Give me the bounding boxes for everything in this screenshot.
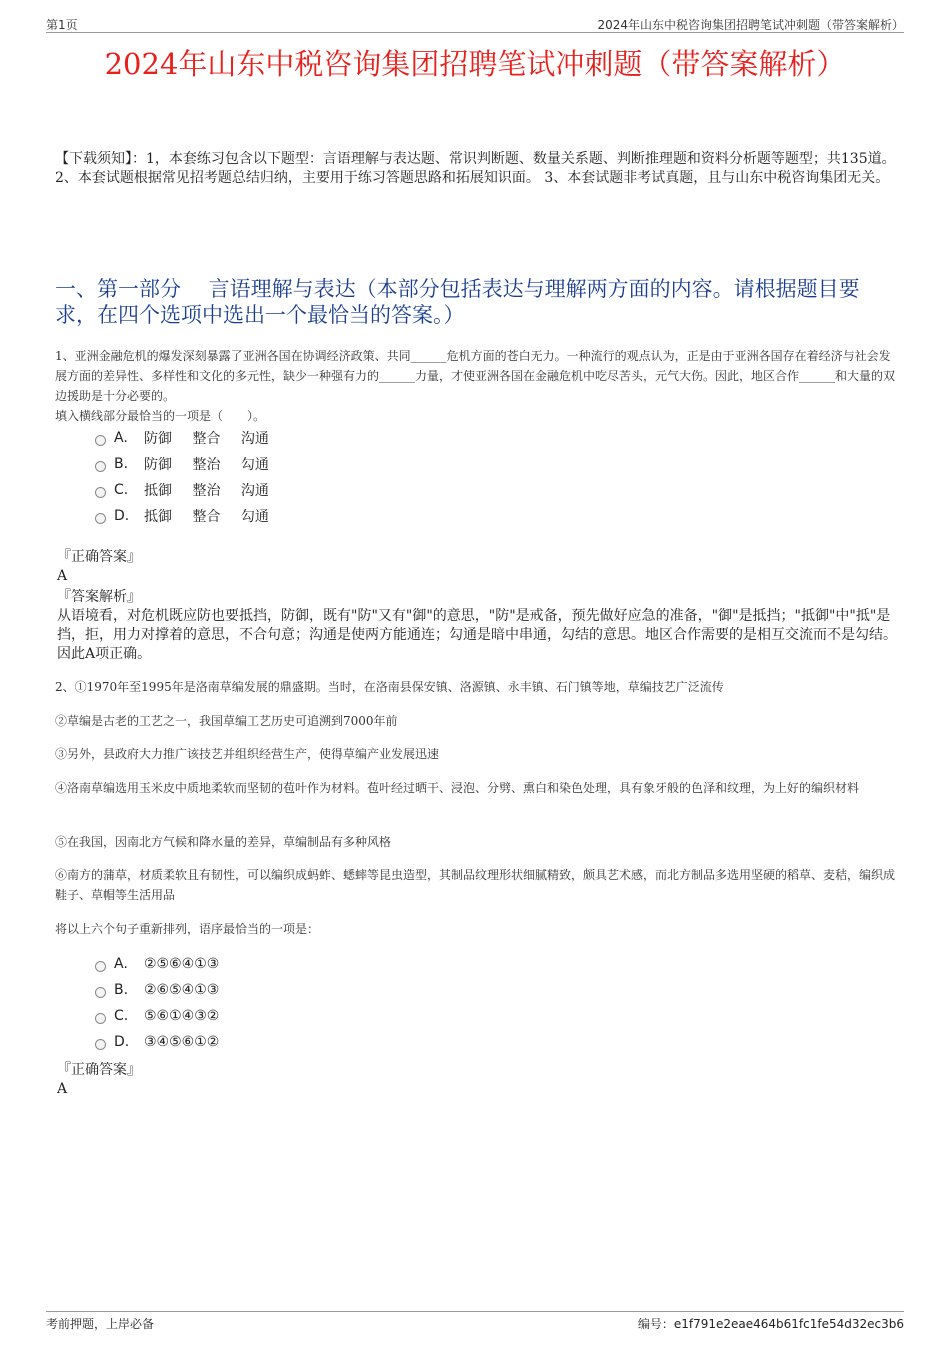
answer-label: 『正确答案』 [57, 1062, 141, 1078]
question-2-sentence-6: ⑥南方的蒲草，材质柔软且有韧性，可以编织成蚂蚱、蟋蟀等昆虫造型，其制品纹理形状细腻精致，颇具艺术感，而北方制品多选用坚硬的稻草、麦秸，编织成鞋子、草帽等生活用品 [55, 868, 896, 902]
question-1-options [95, 425, 269, 529]
radio-icon[interactable] [95, 435, 106, 446]
radio-icon[interactable] [95, 1013, 106, 1024]
answer-value: A [57, 568, 68, 584]
option-b[interactable]: B. 防御 整治 勾通 [95, 451, 269, 477]
question-2-sentence-4: ④洛南草编选用玉米皮中质地柔软而坚韧的苞叶作为材料。苞叶经过晒干、浸泡、分劈、熏白和染色处理，具有象牙般的色泽和纹理，为上好的编织材料 [55, 781, 860, 795]
radio-icon[interactable] [95, 513, 106, 524]
answer-value: A [57, 1081, 68, 1097]
page-footer [46, 1311, 904, 1332]
question-2-sentence-3: ③另外，县政府大力推广该技艺并组织经营生产，使得草编产业发展迅速 [55, 747, 440, 761]
option-c[interactable]: C. 抵御 整治 沟通 [95, 477, 269, 503]
question-1-text: 1、亚洲金融危机的爆发深刻暴露了亚洲各国在协调经济政策、共同______危机方面的苍白无力。一种流行的观点认为，正是由于亚洲各国存在着经济与社会发展方面的差异性、多样性和文化的多元性，缺少一种强有力的______力量，才使亚洲各国在金融危机中吃尽苦头，元气大伤。因此，地区合作______和大量的双边援助是十分必要的。 [55, 349, 896, 403]
download-notice: 【下载须知】：1，本套练习包含以下题型：言语理解与表达题、常识判断题、数量关系题、判断推理题和资料分析题等题型；共135道。 2、本套试题根据常见招考题总结归纳，主要用于练习答题思路和拓展知识面。 3、本套试题非考试真题，且与山东中税咨询集团无关。 [55, 151, 896, 186]
question-2-sentence-5: ⑤在我国，因南北方气候和降水量的差异，草编制品有多种风格 [55, 835, 392, 849]
answer-label: 『正确答案』 [57, 549, 141, 565]
option-d[interactable]: D. ③④⑤⑥①② [95, 1029, 219, 1055]
radio-icon[interactable] [95, 1039, 106, 1050]
option-c[interactable]: C. ⑤⑥①④③② [95, 1003, 219, 1029]
question-1-prompt: 填入横线部分最恰当的一项是（ ）。 [55, 409, 266, 423]
option-a[interactable]: A. ②⑤⑥④①③ [95, 951, 219, 977]
analysis-label: 『答案解析』 [57, 589, 141, 605]
page-number: 第1页 [46, 18, 78, 32]
radio-icon[interactable] [95, 987, 106, 998]
analysis-text: 从语境看，对危机既应防也要抵挡，防御，既有"防"又有"御"的意思，"防"是戒备，预先做好应急的准备，"御"是抵挡；"抵御"中"抵"是挡，拒，用力对撑着的意思，不合句意；沟通是使两方能通连；勾通是暗中串通，勾结的意思。地区合作需要的是相互交流而不是勾结。因此A项正确。 [57, 608, 897, 662]
option-d[interactable]: D. 抵御 整合 勾通 [95, 503, 269, 529]
question-2-options [95, 951, 219, 1055]
option-a[interactable]: A. 防御 整合 沟通 [95, 425, 269, 451]
footer-slogan: 考前押题，上岸必备 [46, 1317, 155, 1331]
question-2-prompt: 将以上六个句子重新排列，语序最恰当的一项是： [55, 922, 320, 936]
document-title: 2024年山东中税咨询集团招聘笔试冲刺题（带答案解析） [104, 47, 846, 81]
option-b[interactable]: B. ②⑥⑤④①③ [95, 977, 219, 1003]
radio-icon[interactable] [95, 961, 106, 972]
question-2-sentence-1: 2、①1970年至1995年是洛南草编发展的鼎盛期。当时，在洛南县保安镇、洛源镇、永丰镇、石门镇等地，草编技艺广泛流传 [55, 680, 724, 694]
document-id: 编号：e1f791e2eae464b61fc1fe54d32ec3b6 [637, 1317, 904, 1331]
radio-icon[interactable] [95, 487, 106, 498]
radio-icon[interactable] [95, 461, 106, 472]
question-2-sentence-2: ②草编是古老的工艺之一，我国草编工艺历史可追溯到7000年前 [55, 714, 398, 728]
page-header [46, 16, 904, 33]
header-doc-title: 2024年山东中税咨询集团招聘笔试冲刺题（带答案解析） [597, 18, 904, 32]
section-heading: 一、第一部分 言语理解与表达（本部分包括表达与理解两方面的内容。请根据题目要求，在四个选项中选出一个最恰当的答案。） [55, 277, 860, 327]
